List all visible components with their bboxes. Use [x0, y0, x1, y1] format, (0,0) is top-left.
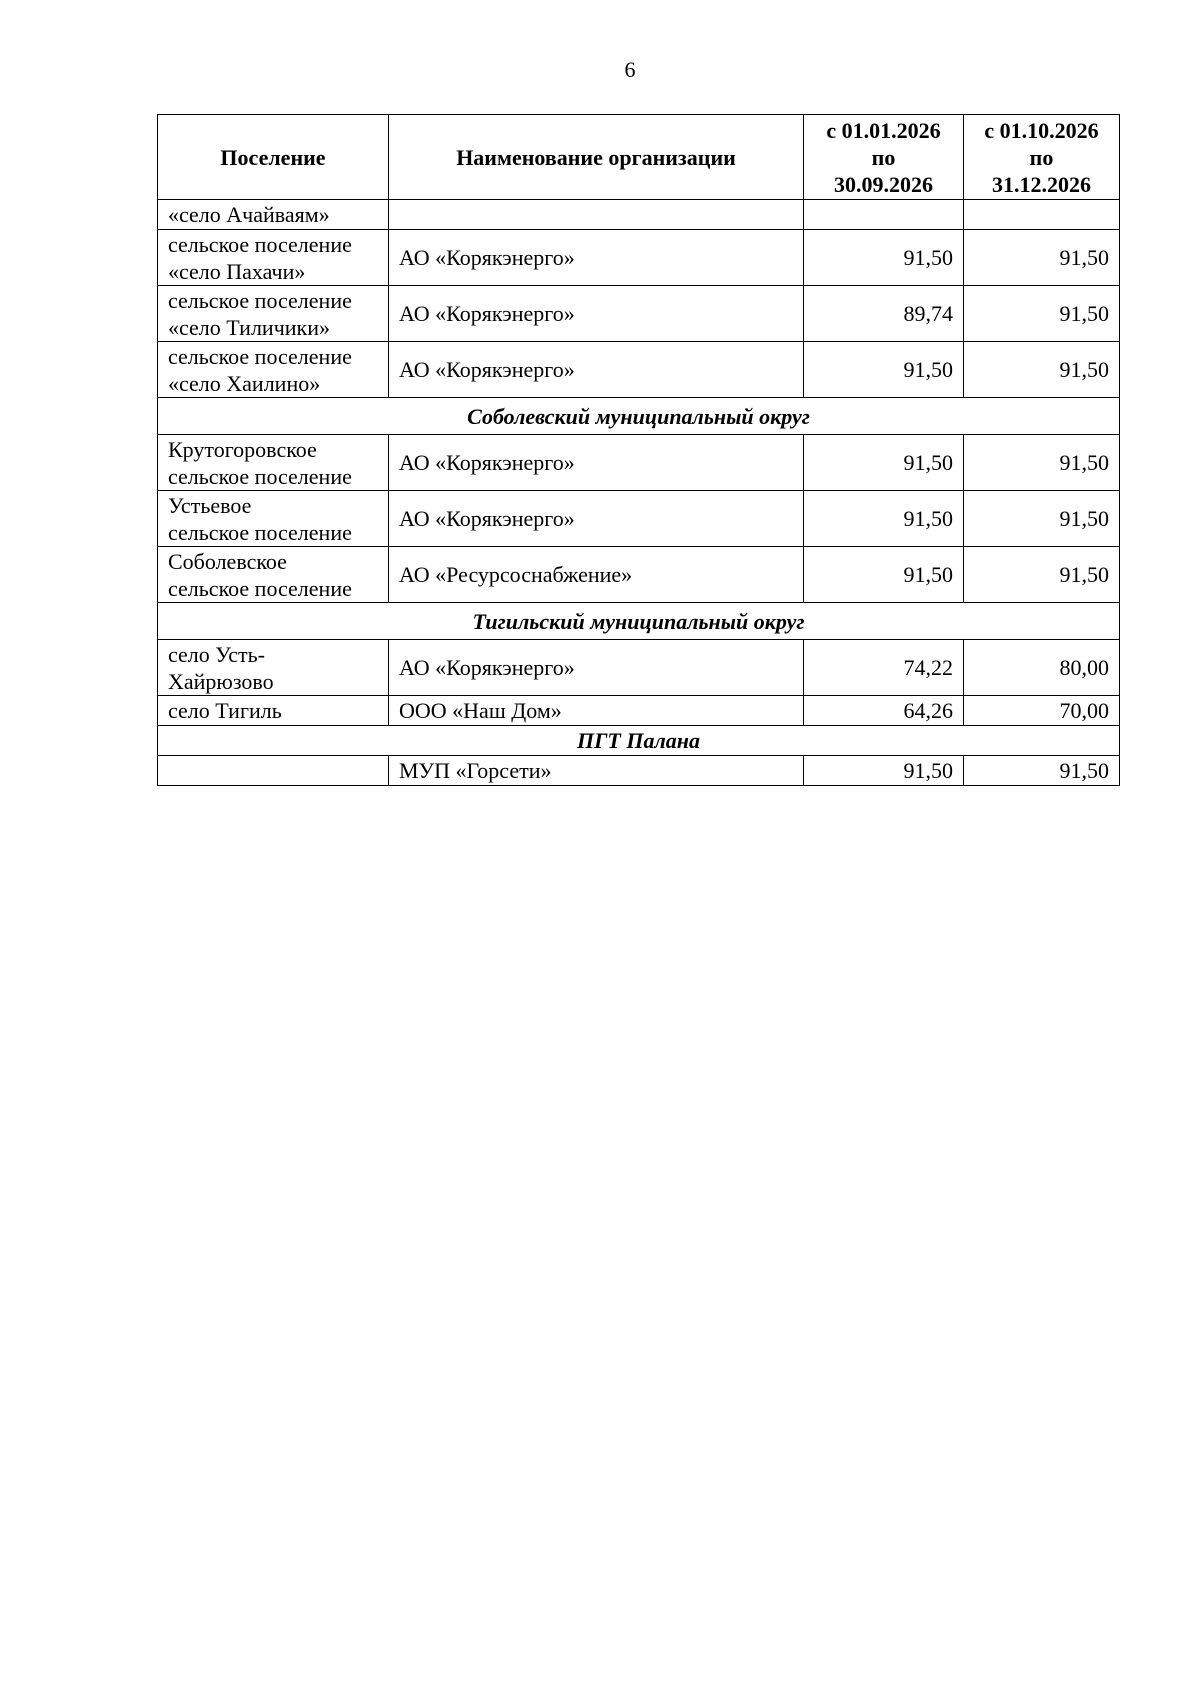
settlement-line: «село Хаилино» — [168, 370, 321, 396]
organization-cell — [389, 200, 804, 230]
organization-cell: АО «Корякэнерго» — [389, 640, 804, 696]
settlement-cell — [158, 547, 389, 603]
table-row — [158, 286, 1120, 342]
section-title-tigilsky: Тигильский муниципальный округ — [158, 603, 1120, 640]
organization-cell: АО «Ресурсоснабжение» — [389, 547, 804, 603]
section-header-row — [158, 603, 1120, 640]
settlement-line: «село Пахачи» — [168, 258, 306, 284]
settlement-line: сельское поселение — [168, 519, 352, 545]
settlement-line: сельское поселение — [168, 287, 352, 313]
section-title-palana: ПГТ Палана — [158, 726, 1120, 756]
settlement-line: сельское поселение — [168, 231, 352, 257]
settlement-line: «село Тиличики» — [168, 314, 330, 340]
table-row — [158, 696, 1120, 726]
settlement-cell — [158, 756, 389, 786]
tariff-table — [157, 114, 1120, 786]
organization-cell: ООО «Наш Дом» — [389, 696, 804, 726]
table-row — [158, 640, 1120, 696]
header-period-2-to-word: по — [1029, 144, 1054, 170]
header-period-1-to-word: по — [871, 144, 896, 170]
header-period-1-to: 30.09.2026 — [834, 171, 933, 197]
table-row — [158, 230, 1120, 286]
period-2-value: 91,50 — [964, 435, 1120, 491]
settlement-cell — [158, 230, 389, 286]
settlement-line: Устьевое — [168, 492, 252, 518]
settlement-line: Крутогоровское — [168, 436, 317, 462]
period-2-value: 91,50 — [964, 756, 1120, 786]
period-1-value — [804, 200, 964, 230]
table-row — [158, 547, 1120, 603]
header-period-1 — [804, 115, 964, 200]
period-1-value: 91,50 — [804, 756, 964, 786]
organization-cell: АО «Корякэнерго» — [389, 286, 804, 342]
table-row — [158, 435, 1120, 491]
table-row — [158, 756, 1120, 786]
period-2-value: 91,50 — [964, 342, 1120, 398]
period-2-value: 91,50 — [964, 286, 1120, 342]
period-2-value: 70,00 — [964, 696, 1120, 726]
period-2-value — [964, 200, 1120, 230]
settlement-cell — [158, 491, 389, 547]
table-row — [158, 200, 1120, 230]
period-2-value: 80,00 — [964, 640, 1120, 696]
period-1-value: 89,74 — [804, 286, 964, 342]
settlement-cell — [158, 200, 389, 230]
table-row — [158, 491, 1120, 547]
section-title-sobolevsky: Соболевский муниципальный округ — [158, 398, 1120, 435]
organization-cell: АО «Корякэнерго» — [389, 491, 804, 547]
settlement-line: сельское поселение — [168, 575, 352, 601]
section-header-row — [158, 398, 1120, 435]
settlement-cell — [158, 286, 389, 342]
table-header-row — [158, 115, 1120, 200]
settlement-line: село Усть- — [168, 641, 265, 667]
period-1-value: 64,26 — [804, 696, 964, 726]
settlement-line: Соболевское — [168, 548, 287, 574]
settlement-line: сельское поселение — [168, 463, 352, 489]
header-period-2-to: 31.12.2026 — [992, 171, 1091, 197]
period-1-value: 91,50 — [804, 342, 964, 398]
period-1-value: 74,22 — [804, 640, 964, 696]
settlement-line: Хайрюзово — [168, 668, 274, 694]
period-1-value: 91,50 — [804, 547, 964, 603]
period-2-value: 91,50 — [964, 547, 1120, 603]
settlement-cell — [158, 640, 389, 696]
settlement-line: сельское поселение — [168, 343, 352, 369]
organization-cell: АО «Корякэнерго» — [389, 230, 804, 286]
table-row — [158, 342, 1120, 398]
period-2-value: 91,50 — [964, 491, 1120, 547]
settlement-cell — [158, 342, 389, 398]
period-1-value: 91,50 — [804, 230, 964, 286]
settlement-cell — [158, 696, 389, 726]
period-1-value: 91,50 — [804, 435, 964, 491]
settlement-line: село Тигиль — [168, 698, 282, 723]
period-2-value: 91,50 — [964, 230, 1120, 286]
header-period-2 — [964, 115, 1120, 200]
settlement-cell — [158, 435, 389, 491]
header-settlement: Поселение — [158, 115, 389, 200]
organization-cell: МУП «Горсети» — [389, 756, 804, 786]
organization-cell: АО «Корякэнерго» — [389, 435, 804, 491]
organization-cell: АО «Корякэнерго» — [389, 342, 804, 398]
header-organization: Наименование организации — [389, 115, 804, 200]
page-number: 6 — [624, 57, 636, 82]
section-header-row — [158, 726, 1120, 756]
header-period-1-from: с 01.01.2026 — [826, 117, 941, 143]
header-period-2-from: с 01.10.2026 — [984, 117, 1099, 143]
settlement-line: «село Ачайваям» — [168, 202, 330, 227]
period-1-value: 91,50 — [804, 491, 964, 547]
